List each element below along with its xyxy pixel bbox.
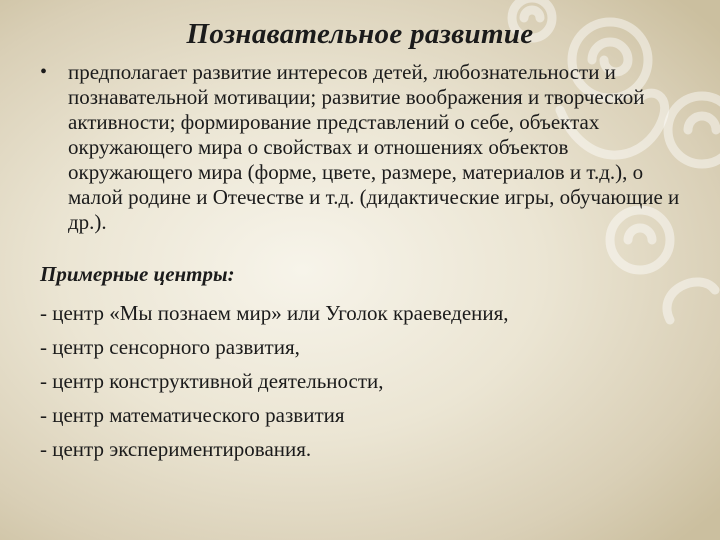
- list-item: - центр математического развития: [40, 403, 345, 427]
- bullet-marker: •: [40, 61, 48, 83]
- slide-title: Познавательное развитие: [186, 18, 534, 50]
- list-item: - центр экспериментирования.: [40, 437, 312, 461]
- centers-heading: Примерные центры:: [40, 262, 235, 286]
- description-bullet: [40, 60, 680, 235]
- swirl-tail: [667, 282, 715, 320]
- list-item: - центр конструктивной деятельности,: [40, 369, 384, 393]
- list-item: - центр сенсорного развития,: [40, 335, 300, 359]
- list-item: - центр «Мы познаем мир» или Уголок краеведения,: [40, 301, 509, 325]
- description-text: предполагает развитие интересов детей, любознательности и познавательной мотивации; развитие воображения и творческой активности; формирование представлений о себе, объектах окружающего мира о свойствах и отношениях объектов окружающего мира (форме, цвете, размере, материалов и т.д.), о малой родине и Отечестве и т.д. (дидактические игры, обучающие и др.).: [68, 60, 680, 234]
- centers-list: [40, 296, 509, 466]
